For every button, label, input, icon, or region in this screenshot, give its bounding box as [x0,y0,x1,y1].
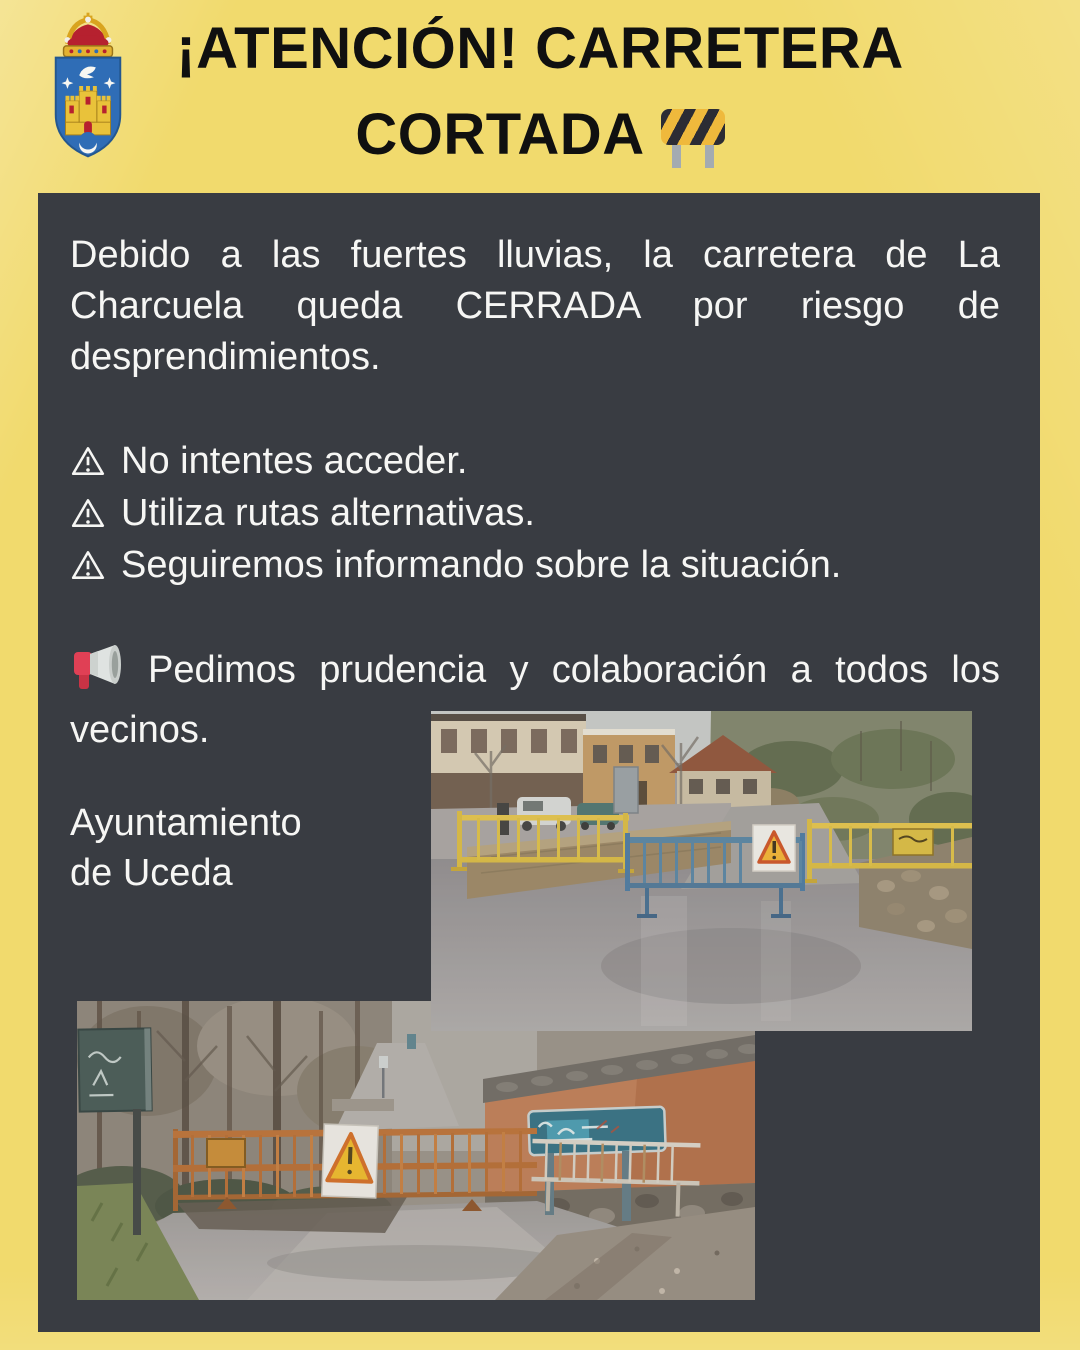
warning-triangle-icon [70,497,106,529]
megaphone-icon [70,643,124,691]
signature-line-1: Ayuntamiento [70,802,302,844]
warning-text: No intentes acceder. [121,439,468,482]
intro-paragraph: Debido a las fuertes lluvias, la carretera de La Charcuela queda CERRADA por riesgo de desprendimientos. [70,234,1000,378]
construction-barrier-icon [661,109,725,168]
warning-text: Utiliza rutas alternativas. [121,491,535,534]
warning-list [70,435,1000,591]
warning-triangle-icon [70,549,106,581]
warning-item [70,539,1000,591]
title-line-1: ¡ATENCIÓN! CARRETERA [176,16,904,81]
appeal-text: Pedimos prudencia y colaboración a todos los vecinos. [70,649,1000,751]
photo-road-closed-orange-barrier [77,1001,755,1300]
signature [70,798,470,898]
photo-road-closed-blue-barrier [431,711,972,1031]
warning-triangle-icon [70,445,106,477]
warning-item [70,487,1000,539]
signature-line-2: de Uceda [70,852,233,894]
page-title [0,6,1080,178]
warning-item [70,435,1000,487]
title-line-2: CORTADA [355,102,645,167]
warning-text: Seguiremos informando sobre la situación. [121,543,842,586]
